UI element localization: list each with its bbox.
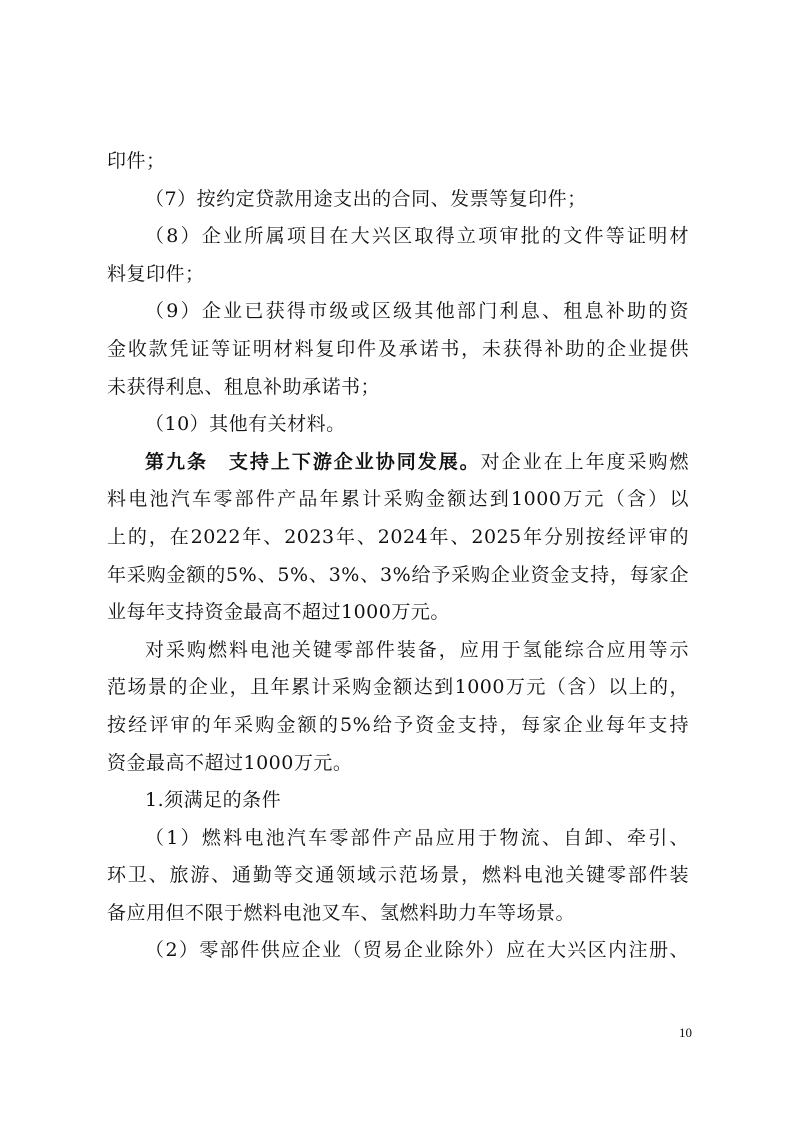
line-text: （10）其他有关材料。 xyxy=(145,413,346,436)
text-line xyxy=(107,632,689,670)
text-line xyxy=(107,782,689,820)
line-text: 环卫、旅游、通勤等交通领域示范场景，燃料电池关键零部件装 xyxy=(107,864,689,887)
line-text: 上的，在2022年、2023年、2024年、2025年分别按经评审的 xyxy=(107,525,689,548)
text-line xyxy=(107,181,689,219)
text-line xyxy=(107,406,689,444)
text-line xyxy=(107,519,689,557)
line-text: 料电池汽车零部件产品年累计采购金额达到1000万元（含）以 xyxy=(107,488,689,511)
text-line xyxy=(107,444,689,482)
text-line xyxy=(107,820,689,858)
article-heading: 第九条 支持上下游企业协同发展。 xyxy=(145,450,481,473)
text-line xyxy=(107,895,689,933)
text-line xyxy=(107,857,689,895)
text-line xyxy=(107,143,689,181)
line-text: 印件； xyxy=(107,150,166,172)
line-text: （2）零部件供应企业（贸易企业除外）应在大兴区内注册、 xyxy=(145,939,689,962)
line-text: 对企业在上年度采购燃 xyxy=(480,450,689,473)
line-text: 按经评审的年采购金额的5%给予资金支持，每家企业每年支持 xyxy=(107,713,689,736)
body-text xyxy=(107,143,689,970)
text-line xyxy=(107,331,689,369)
line-text: 范场景的企业，且年累计采购金额达到1000万元（含）以上的， xyxy=(107,676,689,699)
line-text: 业每年支持资金最高不超过1000万元。 xyxy=(107,601,450,624)
text-line xyxy=(107,745,689,783)
line-text: 1.须满足的条件 xyxy=(145,789,282,812)
line-text: （1）燃料电池汽车零部件产品应用于物流、自卸、牵引、 xyxy=(145,826,689,849)
line-text: （9）企业已获得市级或区级其他部门利息、租息补助的资 xyxy=(145,300,689,323)
text-line xyxy=(107,669,689,707)
line-text: 金收款凭证等证明材料复印件及承诺书，未获得补助的企业提供 xyxy=(107,337,689,360)
text-line xyxy=(107,594,689,632)
page-number: 10 xyxy=(679,1025,692,1040)
text-line xyxy=(107,481,689,519)
line-text: 未获得利息、租息补助承诺书； xyxy=(107,375,381,398)
text-line xyxy=(107,932,689,970)
text-line xyxy=(107,369,689,407)
line-text: 资金最高不超过1000万元。 xyxy=(107,751,353,774)
line-text: 备应用但不限于燃料电池叉车、氢燃料助力车等场景。 xyxy=(107,901,576,924)
text-line xyxy=(107,293,689,331)
text-line xyxy=(107,256,689,294)
line-text: （7）按约定贷款用途支出的合同、发票等复印件； xyxy=(145,187,587,210)
text-line xyxy=(107,557,689,595)
text-line xyxy=(107,707,689,745)
line-text: 料复印件； xyxy=(107,262,205,285)
line-text: （8）企业所属项目在大兴区取得立项审批的文件等证明材 xyxy=(145,225,689,248)
line-text: 年采购金额的5%、5%、3%、3%给予采购企业资金支持，每家企 xyxy=(107,563,689,586)
text-line xyxy=(107,218,689,256)
line-text: 对采购燃料电池关键零部件装备，应用于氢能综合应用等示 xyxy=(145,638,689,661)
